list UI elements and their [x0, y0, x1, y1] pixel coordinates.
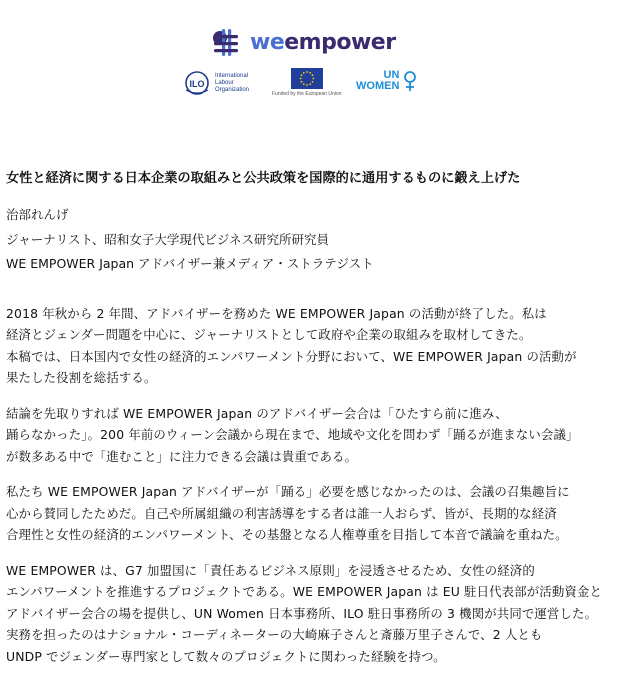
paragraph-line: 私たち WE EMPOWER Japan アドバイザーが「踊る」必要を感じなかったのは、会議の召集趣旨に [6, 484, 570, 499]
paragraph-line: 実務を担ったのはナショナル・コーディネーターの大崎麻子さんと斎藤万里子さんで、2 人とも [6, 627, 543, 642]
paragraph-line: UNDP でジェンダー専門家として数々のプロジェクトに関わった経験を持つ。 [6, 648, 446, 664]
paragraph-line: エンパワーメントを推進するプロジェクトである。WE EMPOWER Japan は EU 駐日代表部が活動資金と [6, 584, 602, 599]
eu-caption: Funded by the European Union [272, 91, 342, 97]
unwomen-emblem-icon [402, 70, 418, 92]
paragraph-line: アドバイザー会合の場を提供し、UN Women 日本事務所、ILO 駐日事務所の 3 機関が共同で運営した。 [6, 605, 598, 621]
paragraph-line: 心から賛同したためだ。自己や所属組織の利害誘導をする者は誰一人おらず、皆が、長期的な経済 [6, 505, 557, 521]
weempower-logo [208, 22, 396, 62]
unwomen-line: WOMEN [356, 80, 400, 92]
paragraph-line: 結論を先取りすれば WE EMPOWER Japan のアドバイザー会合は「ひたすら前に進み、 [6, 405, 508, 421]
ilo-logo [183, 70, 249, 96]
paragraph [6, 303, 614, 389]
brand-wordmark [250, 30, 396, 55]
ilo-line: International [215, 72, 249, 79]
paragraph [6, 403, 614, 468]
paragraph-line: WE EMPOWER は、G7 加盟国に「責任あるビジネス原則」を浸透させるため、女性の経済的 [6, 562, 535, 578]
brand-empower: empower [284, 29, 396, 55]
paragraph [6, 560, 614, 668]
paragraph-line: 合理性と女性の経済的エンパワーメント、その基盤となる人権尊重を目指して本音で議論を重ねた。 [6, 527, 568, 542]
ilo-name [215, 73, 249, 94]
svg-text:ILO: ILO [189, 79, 205, 89]
paragraph-line: 踊らなかった」。200 年前のウィーン会議から現在まで、地域や文化を問わず「踊るが進まない会議」 [6, 427, 579, 442]
unwomen-logo [356, 70, 418, 92]
partner-logos [0, 68, 619, 102]
page-header [0, 0, 619, 110]
paragraph-line: 果たした役割を総括する。 [6, 370, 157, 385]
eu-logo [272, 68, 342, 97]
author-block [6, 203, 614, 277]
article [6, 168, 614, 667]
weempower-mark-icon [208, 25, 242, 59]
paragraph-line: 経済とジェンダー問題を中心に、ジャーナリストとして政府や企業の取組みを取材してきた。 [6, 327, 532, 342]
unwomen-name [356, 70, 399, 92]
ilo-line: Labour [215, 79, 234, 86]
paragraph [6, 481, 614, 546]
eu-flag-icon [291, 68, 323, 89]
article-title: 女性と経済に関する日本企業の取組みと公共政策を国際的に通用するものに鍛え上げた [6, 171, 521, 186]
paragraph-line: が数多ある中で「進むこと」に注力できる会議は貴重である。 [6, 448, 358, 464]
author-title: WE EMPOWER Japan アドバイザー兼メディア・ストラテジスト [6, 256, 374, 271]
paragraph-line: 2018 年秋から 2 年間、アドバイザーを務めた WE EMPOWER Japan の活動が終了した。私は [6, 305, 547, 321]
paragraph-line: 本稿では、日本国内で女性の経済的エンパワーメント分野において、WE EMPOWER Japan の活動が [6, 348, 577, 364]
brand-we: we [250, 29, 285, 55]
author-role: ジャーナリスト、昭和女子大学現代ビジネス研究所研究員 [6, 231, 330, 247]
author-name: 治部れんげ [6, 207, 69, 222]
ilo-globe-icon [183, 70, 211, 96]
ilo-line: Organization [215, 86, 250, 93]
unwomen-line: UN [383, 69, 400, 81]
